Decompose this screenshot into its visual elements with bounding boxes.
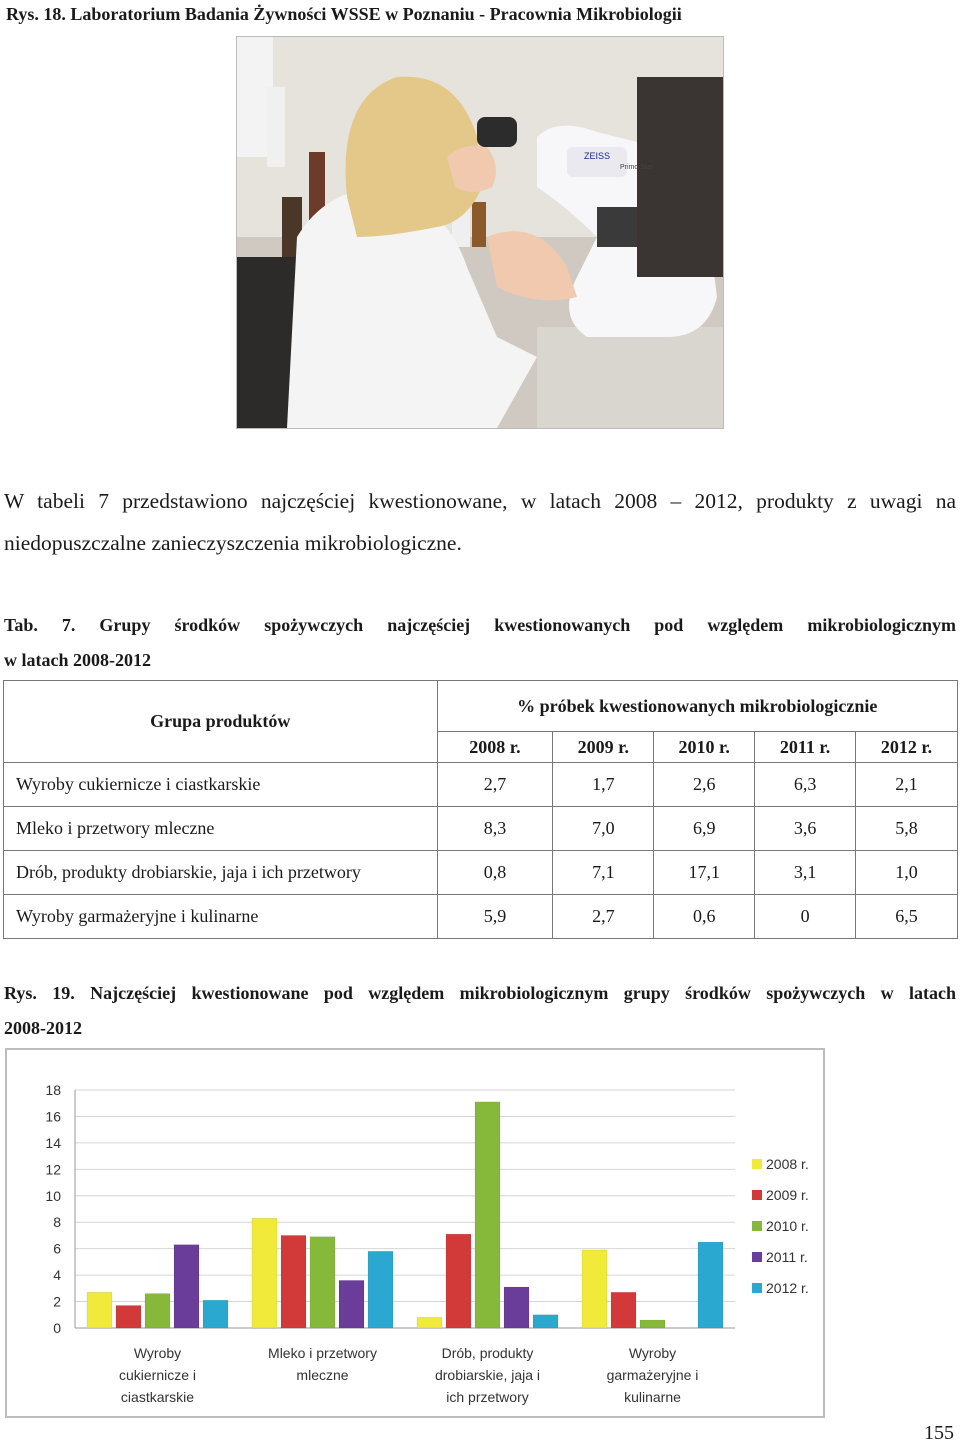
x-category-label: garmażeryjne i (606, 1367, 699, 1383)
x-category-label: Drób, produkty (441, 1345, 534, 1361)
header-percent-questioned: % próbek kwestionowanych mikrobiologicznie (437, 681, 958, 732)
y-tick-label: 18 (45, 1082, 61, 1098)
bar (698, 1242, 723, 1328)
header-year: 2011 r. (755, 732, 856, 763)
bar (368, 1251, 393, 1328)
bar (281, 1235, 306, 1328)
cell-value: 2,1 (856, 763, 958, 807)
cell-value: 17,1 (654, 851, 755, 895)
bar (116, 1306, 141, 1328)
figure-19-caption (4, 976, 956, 1046)
header-product-group: Grupa produktów (4, 681, 438, 763)
legend-swatch (752, 1252, 762, 1262)
legend-label: 2011 r. (766, 1249, 808, 1265)
cell-value: 8,3 (437, 807, 553, 851)
microscope-brand-label: ZEISS (584, 151, 611, 161)
bar (145, 1294, 170, 1328)
y-tick-label: 14 (45, 1134, 61, 1151)
legend-label: 2012 r. (766, 1280, 809, 1296)
header-year: 2008 r. (437, 732, 553, 763)
bar (310, 1237, 335, 1328)
row-category: Drób, produkty drobiarskie, jaja i ich przetwory (4, 851, 438, 895)
figure-18-caption: Rys. 18. Laboratorium Badania Żywności WSSE w Poznaniu - Pracownia Mikrobiologii (6, 4, 682, 24)
cell-value: 2,7 (553, 895, 654, 939)
x-category-label: drobiarskie, jaja i (434, 1367, 541, 1383)
table-7-caption-line2: w latach 2008-2012 (4, 650, 151, 670)
cell-value: 7,1 (553, 851, 654, 895)
x-category-label: Wyroby (628, 1345, 677, 1361)
cell-value: 6,5 (856, 895, 958, 939)
y-tick-label: 10 (45, 1187, 61, 1204)
bar (582, 1250, 607, 1328)
cell-value: 5,9 (437, 895, 553, 939)
cell-value: 5,8 (856, 807, 958, 851)
row-category: Wyroby cukiernicze i ciastkarskie (4, 763, 438, 807)
header-year: 2009 r. (553, 732, 654, 763)
table-row (4, 807, 958, 851)
y-tick-label: 6 (53, 1240, 61, 1257)
x-category-label: mleczne (296, 1367, 349, 1383)
x-category-label: Wyroby (133, 1345, 182, 1361)
table-7-caption-line1: Tab. 7. Grupy środków spożywczych najczęściej kwestionowanych pod względem mikrobiologicznym (4, 615, 956, 635)
figure-19-caption-line1: Rys. 19. Najczęściej kwestionowane pod względem mikrobiologicznym grupy środków spożywczych w latach (4, 983, 956, 1003)
cell-value: 3,6 (755, 807, 856, 851)
y-tick-label: 4 (53, 1267, 61, 1284)
cell-value: 0,8 (437, 851, 553, 895)
x-category-label: ciastkarskie (120, 1389, 195, 1405)
legend-swatch (752, 1159, 762, 1169)
page-number: 155 (924, 1422, 954, 1444)
bar (475, 1102, 500, 1328)
row-category: Mleko i przetwory mleczne (4, 807, 438, 851)
cell-value: 2,7 (437, 763, 553, 807)
x-category-label: cukiernicze i (118, 1367, 197, 1383)
legend-swatch (752, 1190, 762, 1200)
table-row (4, 763, 958, 807)
bar (640, 1320, 665, 1328)
microscope-model-label: Primo Star (620, 164, 654, 171)
bar (87, 1292, 112, 1328)
bar (339, 1280, 364, 1328)
table-7-caption (4, 608, 956, 678)
laboratory-photo (236, 36, 724, 429)
bar (252, 1218, 277, 1328)
cell-value: 1,0 (856, 851, 958, 895)
y-tick-label: 16 (45, 1108, 61, 1125)
bar-chart (7, 1050, 823, 1416)
bar (417, 1317, 442, 1328)
bar (533, 1315, 558, 1328)
cell-value: 6,3 (755, 763, 856, 807)
legend-label: 2009 r. (766, 1187, 809, 1203)
laboratory-photo-drawing (237, 37, 723, 428)
legend-swatch (752, 1221, 762, 1231)
y-tick-label: 2 (53, 1293, 61, 1310)
header-year: 2012 r. (856, 732, 958, 763)
bar (611, 1292, 636, 1328)
x-category-label: ich przetwory (446, 1389, 529, 1405)
cell-value: 2,6 (654, 763, 755, 807)
bar (203, 1300, 228, 1328)
legend-label: 2008 r. (766, 1156, 809, 1172)
table-row (4, 851, 958, 895)
y-tick-label: 0 (53, 1320, 61, 1336)
y-tick-label: 8 (53, 1214, 61, 1231)
bar (174, 1245, 199, 1328)
legend-label: 2010 r. (766, 1218, 809, 1234)
table-row (4, 895, 958, 939)
cell-value: 7,0 (553, 807, 654, 851)
cell-value: 1,7 (553, 763, 654, 807)
cell-value: 6,9 (654, 807, 755, 851)
x-category-label: Mleko i przetwory (268, 1345, 377, 1361)
cell-value: 3,1 (755, 851, 856, 895)
figure-19-caption-line2: 2008-2012 (4, 1018, 82, 1038)
row-category: Wyroby garmażeryjne i kulinarne (4, 895, 438, 939)
bar (446, 1234, 471, 1328)
x-category-label: kulinarne (624, 1389, 681, 1405)
intro-paragraph: W tabeli 7 przedstawiono najczęściej kwestionowane, w latach 2008 – 2012, produkty z uwagi na niedopuszczalne zanieczyszczenia mikrobiologiczne. (4, 489, 956, 555)
legend-swatch (752, 1283, 762, 1293)
cell-value: 0,6 (654, 895, 755, 939)
bar-chart-frame (5, 1048, 825, 1418)
table-7 (3, 680, 958, 939)
cell-value: 0 (755, 895, 856, 939)
y-tick-label: 12 (45, 1161, 61, 1178)
bar (504, 1287, 529, 1328)
header-year: 2010 r. (654, 732, 755, 763)
